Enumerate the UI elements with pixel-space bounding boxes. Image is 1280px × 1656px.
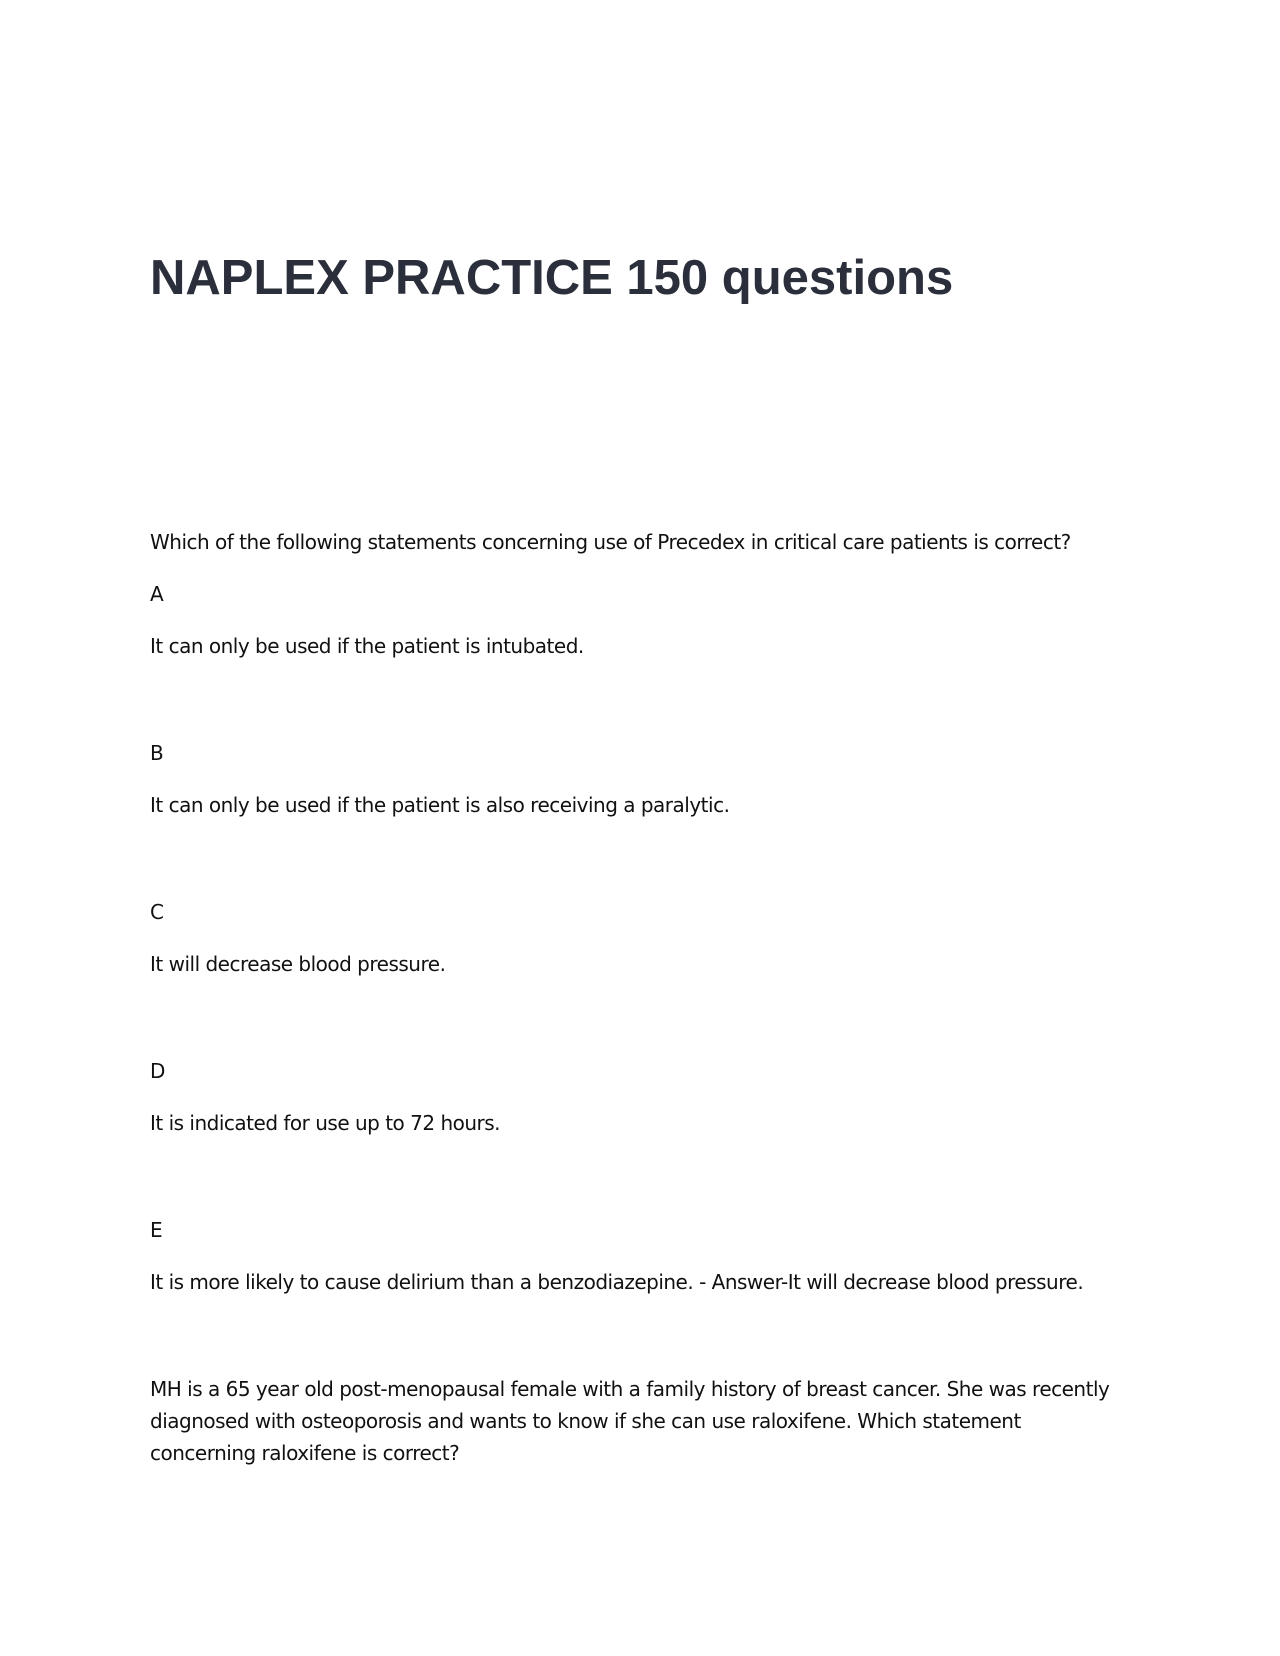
option-c-letter: C: [150, 900, 164, 924]
option-d-text: It is indicated for use up to 72 hours.: [150, 1111, 501, 1135]
option-d-letter: D: [150, 1059, 165, 1083]
option-a-text: It can only be used if the patient is intubated.: [150, 634, 584, 658]
option-b-text: It can only be used if the patient is also receiving a paralytic.: [150, 793, 730, 817]
question-2-prompt: MH is a 65 year old post-menopausal female with a family history of breast cancer. She was recently diagnosed with osteoporosis and wants to know if she can use raloxifene. Which statement concerning raloxifene is correct?: [150, 1377, 1110, 1465]
document-title: NAPLEX PRACTICE 150 questions: [150, 251, 954, 305]
option-a-letter: A: [150, 582, 164, 606]
option-c-text: It will decrease blood pressure.: [150, 952, 446, 976]
option-e-text: It is more likely to cause delirium than a benzodiazepine. - Answer-It will decrease blood pressure.: [150, 1270, 1084, 1294]
option-e-letter: E: [150, 1218, 163, 1242]
question-1-prompt: Which of the following statements concerning use of Precedex in critical care patients is correct?: [150, 530, 1071, 554]
option-b-letter: B: [150, 741, 164, 765]
